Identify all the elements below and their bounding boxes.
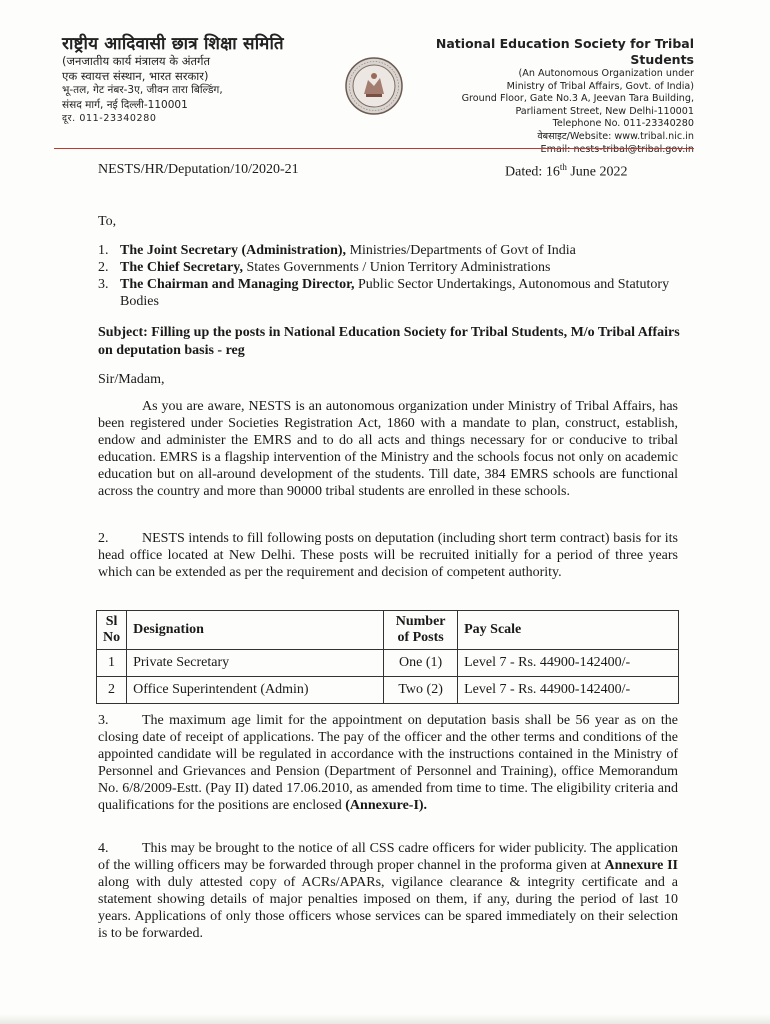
to-line: To, bbox=[98, 214, 117, 229]
subject-line: Subject: Filling up the posts in National Education Society for Tribal Students, M/o Tribal Affairs on deputation basis - reg bbox=[98, 325, 680, 358]
annexure-reference: (Annexure-I). bbox=[345, 798, 428, 813]
table-row bbox=[97, 650, 679, 677]
hindi-org-title: राष्ट्रीय आदिवासी छात्र शिक्षा समिति bbox=[62, 34, 284, 54]
english-phone: Telephone No. 011-23340280 bbox=[552, 118, 694, 130]
addressee-number: 2. bbox=[98, 260, 109, 275]
header-sl: Sl No bbox=[97, 611, 127, 650]
addressee-number: 1. bbox=[98, 243, 109, 258]
paragraph-2 bbox=[98, 530, 678, 581]
cell-pay: Level 7 - Rs. 44900-142400/- bbox=[458, 677, 679, 704]
cell-designation: Private Secretary bbox=[127, 650, 384, 677]
paragraph-text: The maximum age limit for the appointment on deputation basis shall be 56 year as on the closing date of receipt of applications. The pay of the officer and the other terms and conditions of the appointed candidate will be regulated in accordance with the instructions contained in the Ministry of Personnel and Grievances and Pension (Department of Personnel and Training), office Memorandum No. 6/8/2009-Estt. (Pay II) dated 17.06.2010, as amended from time to time. The eligibility criteria and qualifications for the positions are enclosed bbox=[98, 713, 678, 813]
addressee-title: The Chairman and Managing Director, bbox=[120, 277, 355, 292]
english-line-1: (An Autonomous Organization under bbox=[518, 68, 694, 79]
paragraph-3 bbox=[98, 712, 678, 814]
reference-number: NESTS/HR/Deputation/10/2020-21 bbox=[98, 162, 299, 177]
paragraph-text: NESTS intends to fill following posts on deputation (including short term contract) basis for its head office located at New Delhi. These posts will be recruited initially for a period of three years which can be extended as per the requirement and decision of competent authority. bbox=[98, 531, 678, 580]
paragraph-text: This may be brought to the notice of all CSS cadre officers for wider publicity. The application of the willing officers may be forwarded through proper channel in the proforma given at bbox=[98, 841, 678, 873]
english-address-1: Ground Floor, Gate No.3 A, Jeevan Tara Building, bbox=[461, 93, 694, 105]
hindi-line-4: संसद मार्ग, नई दिल्ली-110001 bbox=[62, 98, 188, 111]
hindi-phone: दूर. 011-23340280 bbox=[62, 113, 157, 124]
addressee-item bbox=[98, 276, 688, 310]
addressee-detail: Public Sector Undertakings, Autonomous and Statutory Bodies bbox=[120, 277, 670, 309]
table-row bbox=[97, 677, 679, 704]
paragraph-number: 2. bbox=[98, 531, 109, 546]
addressee-number: 3. bbox=[98, 277, 109, 292]
cell-number: Two (2) bbox=[384, 677, 458, 704]
hindi-line-3: भू-तल, गेट नंबर-3ए, जीवन तारा बिल्डिंग, bbox=[62, 84, 223, 96]
salutation: Sir/Madam, bbox=[98, 372, 165, 387]
cell-sl: 1 bbox=[97, 650, 127, 677]
date-ordinal: th bbox=[559, 162, 567, 172]
letter-date bbox=[505, 162, 628, 181]
cell-number: One (1) bbox=[384, 650, 458, 677]
paragraph-number: 4. bbox=[98, 841, 109, 856]
letterhead-divider bbox=[54, 148, 694, 149]
date-prefix: Dated: 16 bbox=[505, 164, 560, 180]
date-suffix: June 2022 bbox=[566, 164, 628, 180]
english-website: वेबसाइट/Website: www.tribal.nic.in bbox=[537, 130, 694, 142]
hindi-line-2: एक स्वायत्त संस्थान, भारत सरकार) bbox=[62, 68, 209, 83]
addressee-title: The Joint Secretary (Administration), bbox=[120, 243, 347, 258]
english-line-2: Ministry of Tribal Affairs, Govt. of India) bbox=[506, 80, 694, 92]
posts-table bbox=[96, 610, 679, 704]
header-number-of-posts: Number of Posts bbox=[384, 611, 458, 650]
english-org-title: National Education Society for Tribal Students bbox=[435, 36, 694, 67]
paragraph-number: 3. bbox=[98, 713, 109, 728]
english-address-2: Parliament Street, New Delhi-110001 bbox=[515, 105, 694, 117]
cell-designation: Office Superintendent (Admin) bbox=[127, 677, 384, 704]
addressee-detail: States Governments / Union Territory Administrations bbox=[243, 260, 551, 275]
addressee-item bbox=[98, 259, 688, 276]
addressee-title: The Chief Secretary, bbox=[120, 260, 243, 275]
letterhead-english bbox=[374, 36, 694, 156]
cell-sl: 2 bbox=[97, 677, 127, 704]
cell-pay: Level 7 - Rs. 44900-142400/- bbox=[458, 650, 679, 677]
letterhead-hindi bbox=[62, 34, 362, 125]
addressee-detail: Ministries/Departments of Govt of India bbox=[346, 243, 576, 258]
paragraph-text-cont: along with duly attested copy of ACRs/APARs, vigilance clearance & integrity certificate and a statement showing details of major penalties imposed on them, if any, during the period of last 10 years. Applications of only those officers whose services can be spared immediately on their selection is to be forwarded. bbox=[98, 875, 678, 941]
scan-edge bbox=[0, 1014, 770, 1024]
header-designation: Designation bbox=[127, 611, 384, 650]
table-header-row bbox=[97, 611, 679, 650]
hindi-line-1: (जनजातीय कार्य मंत्रालय के अंतर्गत bbox=[62, 54, 211, 68]
annexure-reference: Annexure II bbox=[604, 858, 678, 873]
header-pay-scale: Pay Scale bbox=[458, 611, 679, 650]
paragraph-4 bbox=[98, 840, 678, 942]
english-email: Email: nests-tribal@tribal.gov.in bbox=[540, 143, 694, 155]
addressee-item bbox=[98, 242, 688, 259]
paragraph-1: As you are aware, NESTS is an autonomous organization under Ministry of Tribal Affairs, has been registered under Societies Registration Act, 1860 with a mandate to plan, construct, establish, endow and administer the EMRS and to do all acts and things necessary for or conducive to tribal education. EMRS is a flagship intervention of the Ministry and the schools focus not only on academic education but on all-around development of the students. Till date, 384 EMRS schools are functional across the country and more than 90000 tribal students are enrolled in these schools. bbox=[98, 399, 678, 499]
addressee-list bbox=[98, 242, 688, 310]
